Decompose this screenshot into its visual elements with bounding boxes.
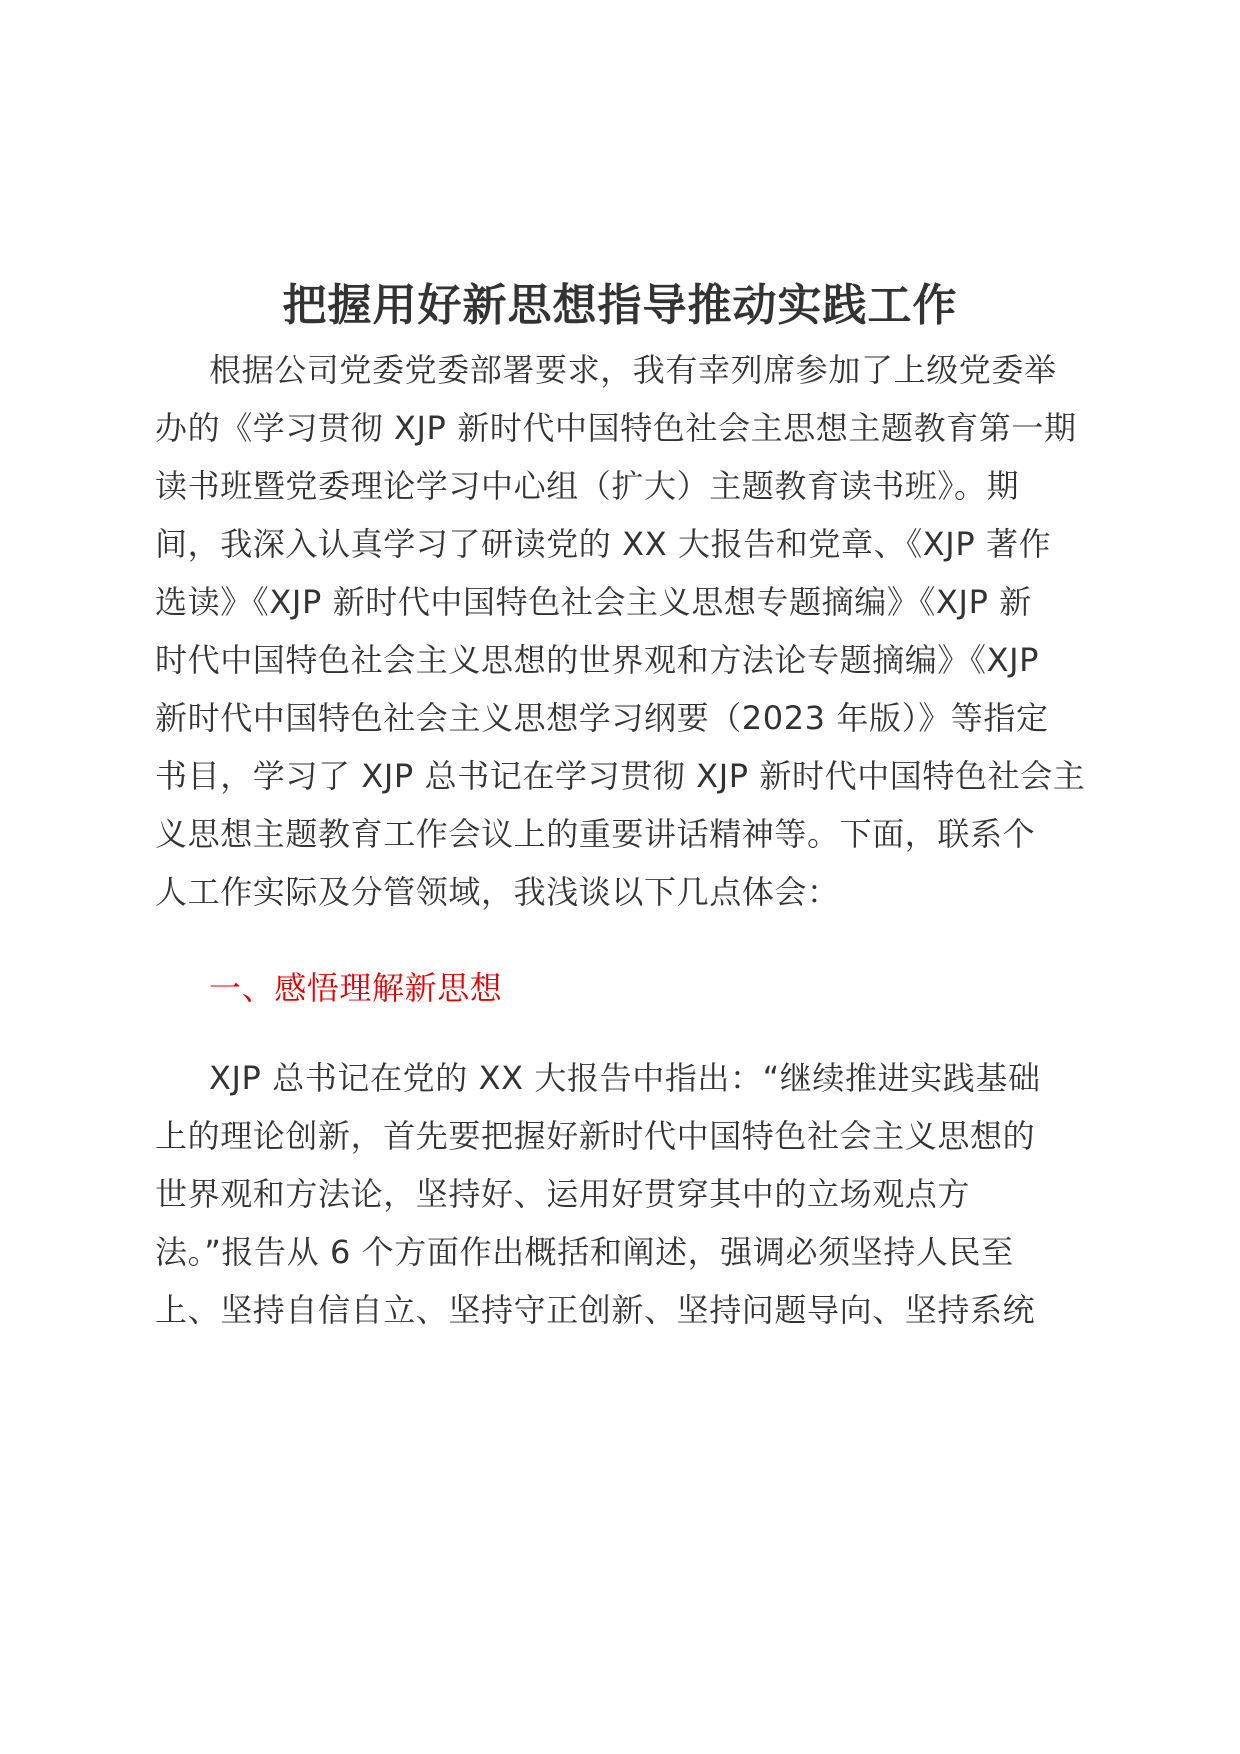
paragraph-line: 世界观和方法论，坚持好、运用好贯穿其中的立场观点方 [155, 1175, 971, 1213]
paragraph-line: 间，我深入认真学习了研读党的 XX 大报告和党章、《XJP 著作 [155, 525, 1052, 563]
paragraph-line: 义思想主题教育工作会议上的重要讲话精神等。下面，联系个 [155, 815, 1036, 853]
paragraph-line: 读书班暨党委理论学习中心组（扩大）主题教育读书班》。期 [155, 467, 1020, 505]
paragraph-line: 根据公司党委党委部署要求，我有幸列席参加了上级党委举 [209, 351, 1057, 389]
paragraph-line: 法。”报告从 6 个方面作出概括和阐述，强调必须坚持人民至 [155, 1233, 1014, 1271]
paragraph-line: 选读》《XJP 新时代中国特色社会主义思想专题摘编》《XJP 新 [155, 583, 1032, 621]
paragraph-line: 上、坚持自信自立、坚持守正创新、坚持问题导向、坚持系统 [155, 1291, 1036, 1329]
paragraph-line: XJP 总书记在党的 XX 大报告中指出：“继续推进实践基础 [209, 1059, 1041, 1097]
paragraph-line: 办的《学习贯彻 XJP 新时代中国特色社会主思想主题教育第一期 [155, 409, 1077, 447]
paragraph-line: 时代中国特色社会主义思想的世界观和方法论专题摘编》《XJP [155, 641, 1040, 679]
paragraph-line: 书目，学习了 XJP 总书记在学习贯彻 XJP 新时代中国特色社会主 [155, 757, 1086, 795]
paragraph-line: 人工作实际及分管领域，我浅谈以下几点体会： [155, 873, 840, 911]
paragraph-line: 上的理论创新，首先要把握好新时代中国特色社会主义思想的 [155, 1117, 1036, 1155]
document-title: 把握用好新思想指导推动实践工作 [282, 280, 958, 331]
paragraph-line: 新时代中国特色社会主义思想学习纲要（2023 年版）》等指定 [155, 699, 1049, 737]
section-heading: 一、感悟理解新思想 [209, 969, 503, 1007]
